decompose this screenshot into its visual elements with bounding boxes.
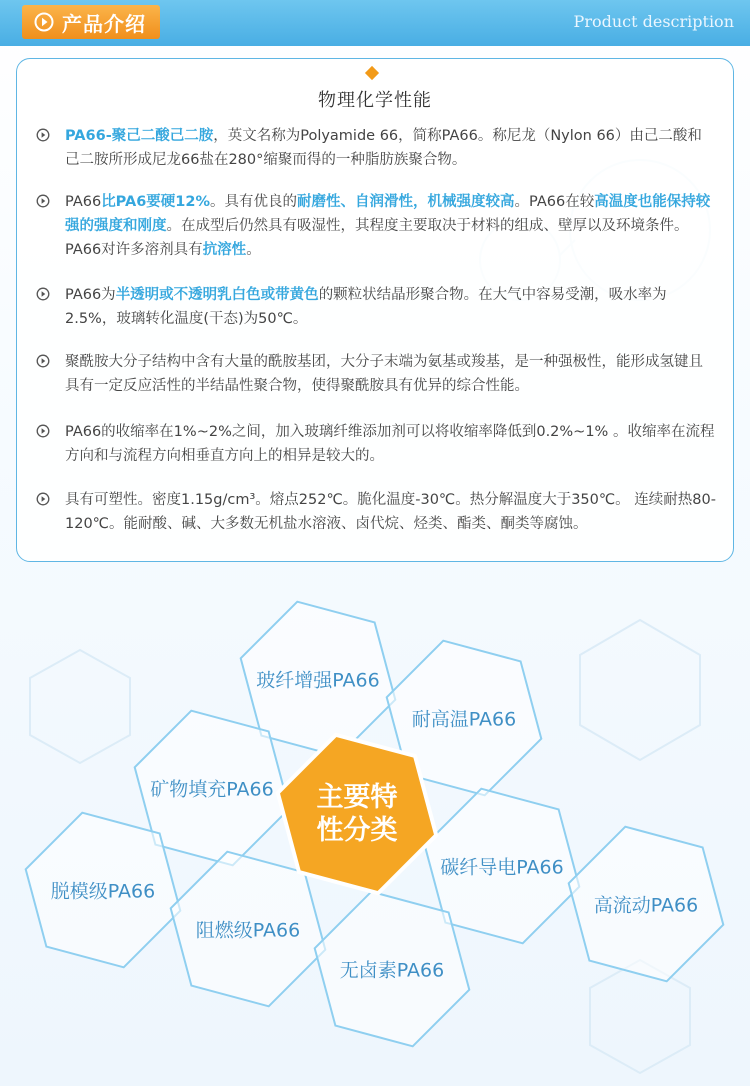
- hexagon-label-flame-retardant: 阻燃级PA66: [195, 919, 301, 942]
- text-segment: PA66为: [65, 287, 116, 303]
- center-hex-label: [307, 781, 407, 847]
- highlighted-text: 比PA6要硬12%: [101, 194, 211, 210]
- text-segment: 聚酰胺大分子结构中含有大量的酰胺基团，大分子末端为氨基或羧基，是一种强极性，能形成氢键且具有一定反应活性的半结晶性聚合物，使得聚酰胺具有优异的综合性能。: [65, 354, 703, 394]
- hexagon-label-mineral: 矿物填充PA66: [150, 778, 274, 801]
- text-segment: 具有可塑性。密度1.15g/cm³。熔点252℃。脆化温度-30℃。热分解温度大于350℃。 连续耐热80-120℃。能耐酸、碱、大多数无机盐水溶液、卤代烷、烃类、酯类、酮类等腐蚀。: [65, 492, 716, 532]
- text-segment: PA66的收缩率在1%~2%之间，加入玻璃纤维添加剂可以将收缩率降低到0.2%~1% 。收缩率在流程方向和与流程方向相垂直方向上的相异是较大的。: [65, 424, 715, 464]
- highlighted-text: 半透明或不透明乳白色或带黄色: [115, 287, 319, 303]
- header-subtitle: Product description: [573, 12, 734, 31]
- center-hex-line1: 主要特: [316, 782, 398, 813]
- hexagon-label-high-flow: 高流动PA66: [593, 894, 699, 917]
- highlighted-text: 抗溶性: [202, 242, 247, 258]
- text-segment: 。: [246, 242, 261, 258]
- highlighted-text: PA66-聚己二酸己二胺: [65, 128, 214, 144]
- hexagon-label-halogen-free: 无卤素PA66: [339, 959, 445, 982]
- hexagon-label-release: 脱模级PA66: [50, 880, 156, 903]
- text-segment: ，英文名称为Polyamide 66，简称PA66。称尼龙（Nylon 66）由己二酸和己二胺所形成尼龙66盐在280°缩聚而得的一种脂肪族聚合物。: [65, 128, 702, 168]
- text-segment: PA66: [65, 194, 102, 210]
- highlighted-text: 高温度也能保持较强的强度和刚度: [65, 194, 711, 234]
- hexagon-label-carbon-fiber: 碳纤导电PA66: [440, 856, 564, 879]
- text-segment: 的颗粒状结晶形聚合物。在大气中容易受潮，吸水率为2.5%，玻璃转化温度(干态)为50℃。: [65, 287, 667, 327]
- hexagon-label-high-temp: 耐高温PA66: [411, 708, 517, 731]
- hexagon-label-glass-fiber: 玻纤增强PA66: [256, 669, 380, 692]
- center-hex-line2: 性分类: [316, 815, 398, 846]
- header-title: 产品介绍: [62, 11, 146, 36]
- highlighted-text: 耐磨性、自润滑性，机械强度较高: [297, 194, 515, 210]
- text-segment: 。具有优良的: [210, 194, 298, 210]
- text-segment: 。在成型后仍然具有吸湿性，其程度主要取决于材料的组成、壁厚以及环境条件。PA66对许多溶剂具有: [65, 218, 689, 258]
- section-title: 物理化学性能: [318, 90, 432, 111]
- text-segment: 。PA66在较: [514, 194, 595, 210]
